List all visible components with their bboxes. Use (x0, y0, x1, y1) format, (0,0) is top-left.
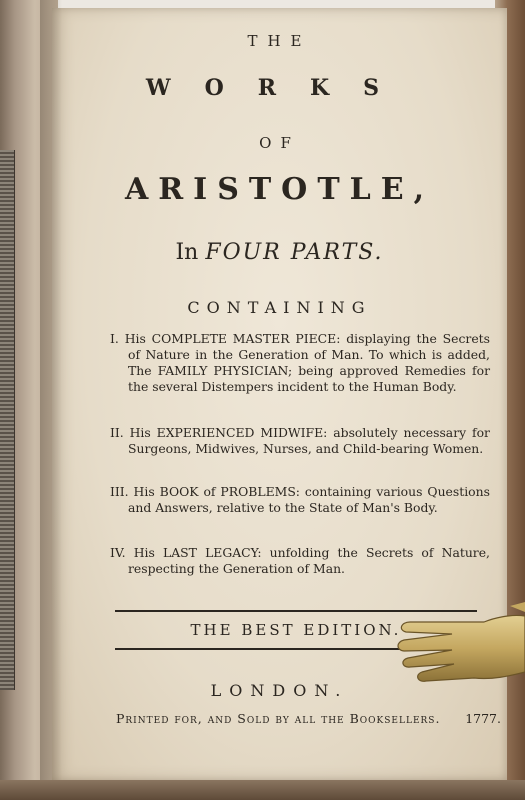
frontispiece-edge (0, 150, 15, 690)
binding-bottom (0, 780, 525, 800)
part-item (110, 484, 490, 516)
part-1-text: I. His COMPLETE MASTER PIECE: displaying the Secrets of Nature in the Generation of Man. To which is added, The FAMILY PHYSICIAN; being approved Remedies for the several Distempers incident to the Human Body. (110, 331, 490, 394)
imprint-year: 1777. (465, 711, 501, 726)
edition-statement: THE BEST EDITION. (190, 621, 402, 639)
part-2-text: II. His EXPERIENCED MIDWIFE: absolutely necessary for Surgeons, Midwives, Nurses, and Child-bearing Women. (110, 425, 490, 456)
imprint-place: LONDON. (210, 681, 349, 700)
gutter-shadow (40, 0, 62, 800)
title-author: ARISTOTLE, (124, 172, 435, 207)
part-item (110, 425, 490, 457)
imprint-text: Printed for, and Sold by all the Booksellers. (116, 711, 441, 726)
part-item (110, 331, 490, 395)
imprint-line (116, 711, 501, 726)
part-4-text: IV. His LAST LEGACY: unfolding the Secrets of Nature, respecting the Generation of Man. (110, 545, 490, 576)
hand-pointer-icon (392, 596, 525, 691)
title-four-parts: FOUR PARTS. (205, 240, 384, 265)
part-item (110, 545, 490, 577)
title-line-works: WORKS (145, 75, 414, 101)
title-in: In (175, 240, 199, 265)
title-line-of: OF (259, 134, 300, 152)
title-parts-line (52, 240, 507, 265)
part-3-text: III. His BOOK of PROBLEMS: containing various Questions and Answers, relative to the State of Man's Body. (110, 484, 490, 515)
containing-heading: CONTAINING (187, 298, 372, 317)
title-line-the: THE (247, 32, 312, 50)
